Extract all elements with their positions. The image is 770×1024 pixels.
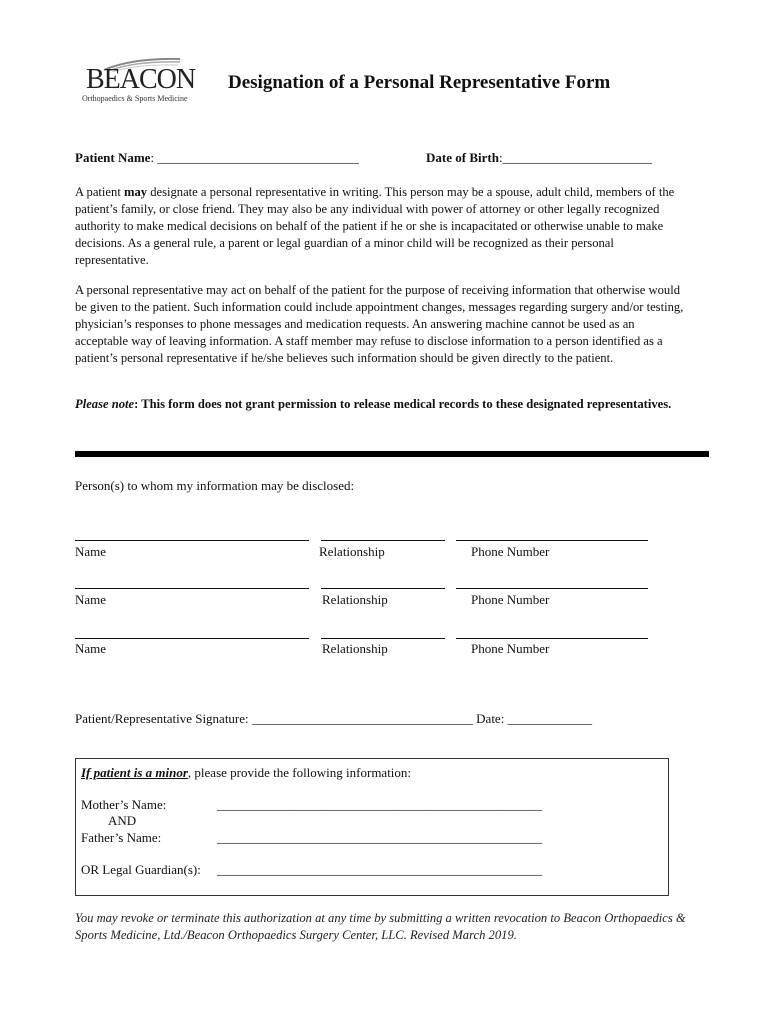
patient-name-label: Patient Name: [75, 150, 151, 165]
person-3-relationship-line[interactable]: [321, 638, 445, 639]
logo-subtitle: Orthopaedics & Sports Medicine: [82, 94, 188, 103]
person-3-name-label: Name: [75, 641, 107, 656]
person-3-relationship-label: Relationship: [322, 641, 388, 656]
dob-label: Date of Birth: [426, 150, 499, 165]
person-3-phone-label: Phone Number: [471, 641, 550, 656]
guardian-label: OR Legal Guardian(s):: [81, 862, 201, 877]
please-note-label: Please note: [75, 397, 135, 411]
intro-text-rest: designate a personal representative in writing. This person may be a spouse, adult child, members of the patient’s family, or close friend. They may also be any individual with power of attorney or other legally recognized authority to make medical decisions on behalf of the patient if he or she is incapacitated or otherwise unable to make decisions. As a general rule, a parent or legal guardian of a minor child will be recognized as their personal representative.: [75, 185, 675, 267]
mother-name-label: Mother’s Name:: [81, 797, 167, 812]
person-2-name-label: Name: [75, 592, 107, 607]
person-1-name-label: Name: [75, 544, 107, 559]
representative-paragraph: A personal representative may act on behalf of the patient for the purpose of receiving information that otherwise would be given to the patient. Such information could include appointment changes, messages regarding surgery and/or testing, physician’s responses to phone messages and medication requests. An answering machine cannot be used as an acceptable way of leaving information. A staff member may refuse to disclose information to a person identified as a patient’s personal representative if he/she believes such information should be given directly to the patient.: [75, 283, 684, 365]
dob-field[interactable]: :_______________________: [498, 150, 653, 165]
logo-wordmark: BEACON: [86, 64, 196, 95]
form-title: Designation of a Personal Representative Form: [228, 72, 611, 93]
revocation-footer: You may revoke or terminate this authorization at any time by submitting a written revocation to Beacon Orthopaedics & Sports Medicine, Ltd./Beacon Orthopaedics Surgery Center, LLC. Revised March 2019.: [75, 911, 686, 942]
signature-field[interactable]: __________________________________: [251, 711, 473, 726]
person-2-relationship-label: Relationship: [322, 592, 388, 607]
person-1-phone-label: Phone Number: [471, 544, 550, 559]
minor-intro: [81, 765, 411, 781]
patient-name-row: [75, 150, 359, 166]
patient-name-field[interactable]: : _______________________________: [150, 150, 359, 165]
intro-may-emphasis: may: [123, 185, 148, 199]
and-label: AND: [108, 813, 137, 828]
father-name-field[interactable]: __________________________________________________: [217, 830, 542, 845]
person-2-relationship-line[interactable]: [321, 588, 445, 589]
minor-intro-text: , please provide the following information:: [187, 765, 412, 780]
person-2-phone-label: Phone Number: [471, 592, 550, 607]
please-note-text: : This form does not grant permission to release medical records to these designated representatives.: [134, 397, 672, 411]
intro-text-start: A patient: [75, 185, 124, 199]
section-divider: [75, 451, 709, 457]
person-2-phone-line[interactable]: [456, 588, 648, 589]
person-1-name-line[interactable]: [75, 540, 309, 541]
signature-row: [75, 711, 592, 727]
person-1-relationship-line[interactable]: [321, 540, 445, 541]
signature-label: Patient/Representative Signature:: [75, 711, 249, 726]
person-3-phone-line[interactable]: [456, 638, 648, 639]
person-2-name-line[interactable]: [75, 588, 309, 589]
minor-label: If patient is a minor: [81, 765, 188, 780]
beacon-logo: [80, 56, 196, 106]
person-1-relationship-label: Relationship: [319, 544, 385, 559]
person-3-name-line[interactable]: [75, 638, 309, 639]
please-note: [75, 396, 690, 413]
dob-row: [426, 150, 652, 166]
person-1-phone-line[interactable]: [456, 540, 648, 541]
mother-name-field[interactable]: __________________________________________________: [217, 797, 542, 812]
guardian-field[interactable]: __________________________________________________: [217, 862, 542, 877]
signature-date-label: Date:: [476, 711, 505, 726]
father-name-label: Father’s Name:: [81, 830, 162, 845]
persons-heading: Person(s) to whom my information may be disclosed:: [75, 478, 355, 493]
intro-paragraph: [75, 184, 690, 269]
signature-date-field[interactable]: _____________: [507, 711, 593, 726]
